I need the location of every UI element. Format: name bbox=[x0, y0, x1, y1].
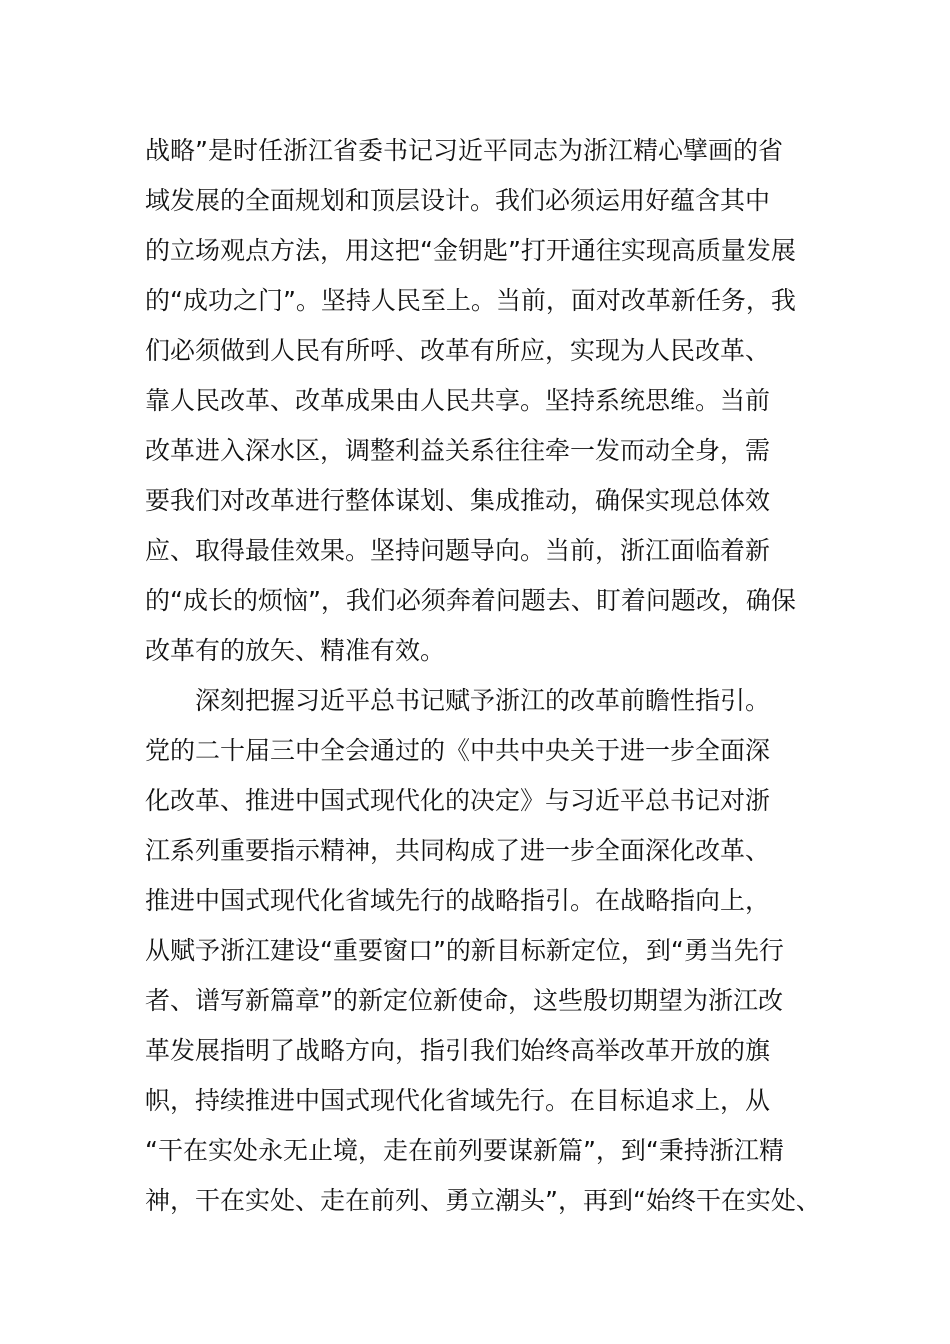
paragraph-1 bbox=[145, 126, 825, 676]
paragraph-line: 的“成功之门”。坚持人民至上。当前，面对改革新任务，我 bbox=[145, 286, 796, 315]
paragraph-line: 靠人民改革、改革成果由人民共享。坚持系统思维。当前 bbox=[145, 386, 771, 415]
paragraph-line: 应、取得最佳效果。坚持问题导向。当前，浙江面临着新 bbox=[145, 536, 771, 565]
paragraph-line: 化改革、推进中国式现代化的决定》与习近平总书记对浙 bbox=[145, 786, 771, 815]
paragraph-line: 战略”是时任浙江省委书记习近平同志为浙江精心擘画的省 bbox=[145, 136, 783, 165]
document-body bbox=[145, 126, 825, 1226]
paragraph-line: 江系列重要指示精神，共同构成了进一步全面深化改革、 bbox=[145, 836, 771, 865]
paragraph-2 bbox=[145, 676, 825, 1226]
paragraph-line: 的立场观点方法，用这把“金钥匙”打开通往实现高质量发展 bbox=[145, 236, 796, 265]
paragraph-line: 革发展指明了战略方向，指引我们始终高举改革开放的旗 bbox=[145, 1036, 771, 1065]
paragraph-line: 推进中国式现代化省域先行的战略指引。在战略指向上， bbox=[145, 886, 771, 915]
paragraph-line: 从赋予浙江建设“重要窗口”的新目标新定位，到“勇当先行 bbox=[145, 936, 784, 965]
paragraph-heading-line: 深刻把握习近平总书记赋予浙江的改革前瞻性指引。 bbox=[195, 686, 771, 715]
paragraph-line: “干在实处永无止境，走在前列要谋新篇”，到“秉持浙江精 bbox=[145, 1136, 784, 1165]
paragraph-line: 党的二十届三中全会通过的《中共中央关于进一步全面深 bbox=[145, 736, 771, 765]
paragraph-line: 改革有的放矢、精准有效。 bbox=[145, 636, 446, 665]
paragraph-line: 们必须做到人民有所呼、改革有所应，实现为人民改革、 bbox=[145, 336, 771, 365]
paragraph-line: 帜，持续推进中国式现代化省域先行。在目标追求上，从 bbox=[145, 1086, 771, 1115]
paragraph-line: 神，干在实处、走在前列、勇立潮头”，再到“始终干在实处、 bbox=[145, 1186, 821, 1215]
paragraph-line: 要我们对改革进行整体谋划、集成推动，确保实现总体效 bbox=[145, 486, 771, 515]
paragraph-line: 改革进入深水区，调整利益关系往往牵一发而动全身，需 bbox=[145, 436, 771, 465]
paragraph-line: 域发展的全面规划和顶层设计。我们必须运用好蕴含其中 bbox=[145, 186, 771, 215]
paragraph-line: 者、谱写新篇章”的新定位新使命，这些殷切期望为浙江改 bbox=[145, 986, 783, 1015]
paragraph-line: 的“成长的烦恼”，我们必须奔着问题去、盯着问题改，确保 bbox=[145, 586, 796, 615]
